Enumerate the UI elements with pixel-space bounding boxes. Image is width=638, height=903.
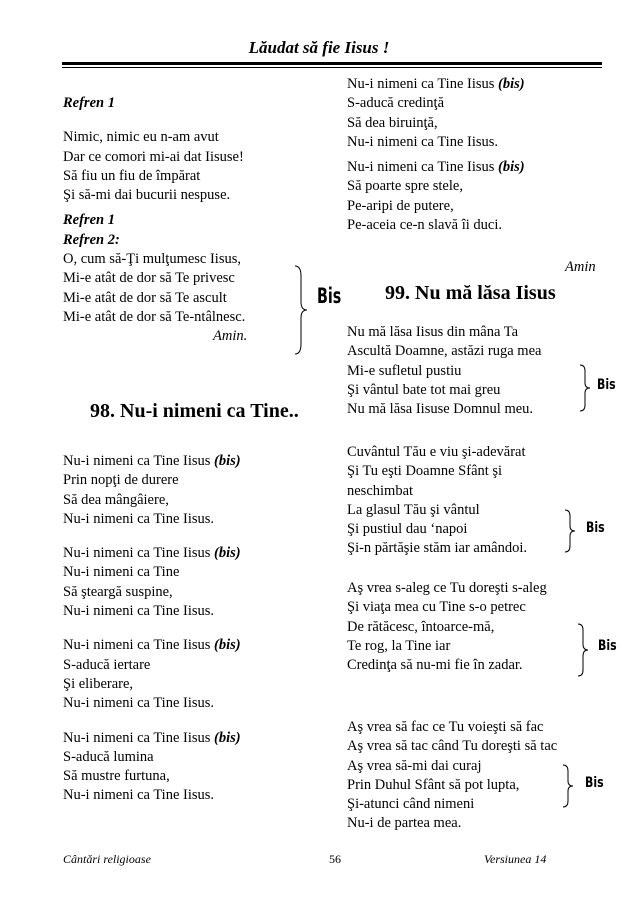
bis-note: (bis) bbox=[214, 545, 241, 562]
verse-line: Să poarte spre stele, bbox=[347, 178, 463, 195]
verse-line: Nu-i nimeni ca Tine Iisus. bbox=[63, 510, 215, 527]
bis-marker: Bis bbox=[597, 377, 616, 393]
verse-line: Să şteargă suspine, bbox=[63, 583, 173, 600]
page-number: 56 bbox=[329, 852, 341, 866]
verse-line: Aş vrea să-mi dai curaj bbox=[347, 757, 482, 774]
refren1-label: Refren 1 bbox=[63, 95, 115, 111]
verse-line: Nu-i nimeni ca Tine Iisus. bbox=[63, 695, 215, 712]
verse-line: Şi pustiul dau ‘napoi bbox=[347, 521, 468, 538]
bis-note: (bis) bbox=[214, 453, 241, 469]
verse-line: Nu-i nimeni ca Tine Iisus. bbox=[63, 787, 215, 804]
verse-line: Şi viaţa mea cu Tine s-o petrec bbox=[347, 599, 526, 616]
bis-note: (bis) bbox=[498, 159, 525, 176]
verse-line: Nu-i de partea mea. bbox=[347, 815, 462, 832]
right-column-top bbox=[347, 75, 607, 235]
brace-icon bbox=[293, 264, 309, 356]
verse-line: Nu mă lăsa Iisus din mâna Ta bbox=[347, 324, 519, 340]
stanza bbox=[63, 544, 323, 621]
song-98-title: 98. Nu-i nimeni ca Tine.. bbox=[90, 400, 299, 422]
stanza bbox=[347, 158, 607, 235]
verse-line: Nu-i nimeni ca Tine Iisus bbox=[63, 453, 215, 469]
song-98-stanzas bbox=[63, 452, 323, 806]
refren2-lines bbox=[63, 250, 323, 327]
verse-line: Şi să-mi dai bucurii nespuse. bbox=[63, 187, 231, 204]
verse-line: S-aducă lumina bbox=[63, 748, 154, 765]
verse-line: Nu-i nimeni ca Tine Iisus bbox=[63, 545, 215, 562]
stanza bbox=[63, 636, 323, 713]
refren2-amen: Amin. bbox=[213, 328, 248, 345]
brace-icon bbox=[561, 763, 575, 809]
verse-line: Mi-e atât de dor să Te ascult bbox=[63, 289, 227, 306]
bis-marker: Bis bbox=[317, 284, 342, 308]
verse-line: Nu-i nimeni ca Tine bbox=[63, 564, 180, 581]
verse-line: Te rog, la Tine iar bbox=[347, 637, 451, 654]
bis-note: (bis) bbox=[214, 637, 241, 654]
header-rule bbox=[62, 62, 602, 65]
verse-line: Şi vântul bate tot mai greu bbox=[347, 381, 501, 398]
refren1-again-label: Refren 1 bbox=[63, 212, 115, 229]
brace-icon bbox=[576, 622, 590, 678]
verse-line: Şi eliberare, bbox=[63, 675, 134, 692]
verse-line: Credinţa să nu-mi fie în zadar. bbox=[347, 657, 523, 674]
verse-line: Ascultă Doamne, astăzi ruga mea bbox=[347, 343, 542, 360]
verse-line: Dar ce comori mi-ai dat Iisuse! bbox=[63, 148, 244, 165]
left-column bbox=[63, 94, 323, 347]
bis-note: (bis) bbox=[498, 76, 525, 92]
verse-line: Cuvântul Tău e viu şi-adevărat bbox=[347, 444, 526, 460]
verse-line: Mi-e sufletul pustiu bbox=[347, 362, 462, 379]
verse-line: Aş vrea să tac când Tu doreşti să tac bbox=[347, 738, 558, 755]
verse-line: Şi-n părtăşie stăm iar amândoi. bbox=[347, 540, 527, 557]
footer-book-title: Cântări religioase bbox=[63, 852, 151, 866]
footer-version: Versiunea 14 bbox=[484, 852, 547, 866]
verse-line: Nu-i nimeni ca Tine Iisus bbox=[347, 76, 499, 92]
verse-line: Nimic, nimic eu n-am avut bbox=[63, 129, 219, 146]
bis-marker: Bis bbox=[586, 520, 605, 536]
song-99-title: 99. Nu mă lăsa Iisus bbox=[385, 282, 556, 304]
verse-line: Aş vrea să fac ce Tu voieşti să fac bbox=[347, 719, 544, 735]
verse-line: Mi-e atât de dor să Te privesc bbox=[63, 270, 235, 287]
verse-line: Să fiu un fiu de împărat bbox=[63, 167, 201, 184]
verse-line: La glasul Tău şi vântul bbox=[347, 501, 480, 518]
bis-note: (bis) bbox=[214, 729, 241, 746]
stanza bbox=[63, 452, 323, 529]
refren2-label: Refren 2: bbox=[63, 231, 120, 248]
verse-line: Să dea biruinţă, bbox=[347, 114, 438, 131]
page-header-title: Lăudat să fie Iisus ! bbox=[248, 38, 390, 57]
verse-line: Aş vrea s-aleg ce Tu doreşti s-aleg bbox=[347, 580, 547, 596]
song-99-stanza-1 bbox=[347, 323, 607, 419]
bis-marker: Bis bbox=[598, 638, 617, 654]
refren1-lines bbox=[63, 128, 323, 205]
verse-line: neschimbat bbox=[347, 482, 414, 499]
verse-line: Nu-i nimeni ca Tine Iisus bbox=[63, 729, 215, 746]
song-99-stanza-3 bbox=[347, 579, 607, 675]
verse-line: Prin nopţi de durere bbox=[63, 472, 179, 489]
verse-line: S-aducă credinţă bbox=[347, 95, 445, 112]
verse-line: Pe-aceia ce-n slavă îi duci. bbox=[347, 217, 502, 234]
verse-line: Prin Duhul Sfânt să pot lupta, bbox=[347, 776, 520, 793]
song-98-amen: Amin bbox=[565, 259, 596, 275]
verse-line: Să mustre furtuna, bbox=[63, 768, 170, 785]
verse-line: Nu-i nimeni ca Tine Iisus. bbox=[347, 133, 499, 150]
verse-line: Nu-i nimeni ca Tine Iisus. bbox=[63, 603, 215, 620]
stanza bbox=[63, 729, 323, 806]
stanza bbox=[347, 75, 607, 152]
verse-line: Nu-i nimeni ca Tine Iisus bbox=[63, 637, 215, 654]
verse-line: Mi-e atât de dor să Te-ntâlnesc. bbox=[63, 308, 246, 325]
verse-line: Şi Tu eşti Doamne Sfânt şi bbox=[347, 463, 503, 480]
bis-marker: Bis bbox=[585, 775, 604, 791]
verse-line: De rătăcesc, întoarce-mă, bbox=[347, 618, 495, 635]
verse-line: Pe-aripi de putere, bbox=[347, 197, 454, 214]
verse-line: Şi-atunci când nimeni bbox=[347, 796, 475, 813]
header-rule-thin bbox=[62, 67, 602, 68]
verse-line: S-aducă iertare bbox=[63, 656, 151, 673]
verse-line: O, cum să-Ţi mulţumesc Iisus, bbox=[63, 251, 242, 268]
verse-line: Nu-i nimeni ca Tine Iisus bbox=[347, 159, 499, 176]
brace-icon bbox=[578, 363, 592, 413]
brace-icon bbox=[563, 508, 577, 554]
verse-line: Să dea mângâiere, bbox=[63, 491, 169, 508]
verse-line: Nu mă lăsa Iisuse Domnul meu. bbox=[347, 401, 534, 418]
